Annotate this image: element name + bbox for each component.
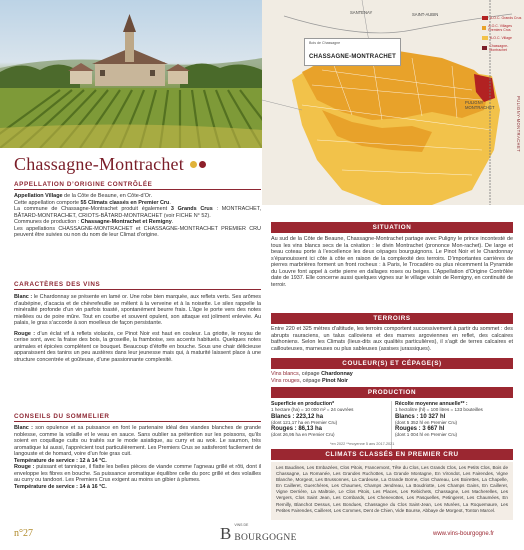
sommelier-text: Blanc : son opulence et sa puissance en font le partenaire idéal des viandes blanches de grande noblesse, comme la volaille et le veau en sauce. Sans oublier sa prétention sur les poissons, qu’ils soient en coquillage cuits ou traités sur le mode asiatique, au curry et au wok. Le saumon, très aromatique lui aussi, l’apprécient tout particulièrement. Les Premiers Crus se satisferont facilement de langouste et de homard, voire d’un foie gras cuit. Température de service : 12 à 14 °C. Rouge : puissant et tannique, il flatte les belles pièces de viande comme l’agneau grillé et rôti, dont il enveloppe les fibres en bouche. Sa puissance aromatique équilibre celle du porc grillé et des volailles au curry ou tandoori. Les Premiers Crus exigent au moins un gibier à plumes. Température de service : 14 à 16 °C. <box>14 425 261 490</box>
appellation-text: Appellation Village de la Côte de Beaune, en Côte-d’Or. Cette appellation comporte 55 Climats classés en Premier Cru. La commune de Chassagne-Montrachet produit également 3 Grands Crus : MONTRACHET, BÂTARD-MONTRACHET, CRIOTS-BÂTARD-MONTRACHET (voir FICHE N° 52). Communes de production : Chassagne-Montrachet et Remigny. Les appellations CHASSAGNE-MONTRACHET et CHASSAGNE-MONTRACHET PREMIER CRU peuvent être suivies ou non du nom de leur Climat d’origine. <box>14 193 261 238</box>
legend-item: A.O.C. Village <box>482 36 522 40</box>
caracteres-heading: CARACTÈRES DES VINS <box>14 280 261 290</box>
sommelier-heading: CONSEILS DU SOMMELIER <box>14 412 261 422</box>
map-title-box <box>304 38 401 66</box>
map-title: CHASSAGNE-MONTRACHET <box>309 54 396 60</box>
situation-text: Au sud de la Côte de Beaune, Chassagne-Montrachet partage avec Puligny le prince incontesté de tous les vins blancs secs de la création : le divin Montrachet (prononce Mon-rachet). De large et beau coteau porte à l’excellence les deux cépages bourguignons. Le Pinot Noir et le Chardonnay s’épanouissent ici côte à côte en raison de la complexité des terroirs. D’importantes carrières de pierres marbrières forment un front rocheux : à Paris, le Trocadéro ou plus récemment la Pyramide du Louvre font appel à cette pierre en dallages roses ou beiges. L’Appellation d’Origine Contrôlée date de 1937. Elle concerne aussi quelques vignes sur le village voisin de Remigny, en continuité de terroir. <box>271 236 513 288</box>
red-wine-icon <box>199 161 206 168</box>
legend-item: A.O.C. Villages Premiers Crus <box>482 24 522 32</box>
map-place-saint-aubin: SAINT-AUBIN <box>412 12 439 17</box>
wine-color-icons <box>190 161 206 168</box>
website-link[interactable]: www.vins-bourgogne.fr <box>433 531 495 537</box>
map-vertical-tag: PULIGNY-MONTRACHET <box>516 96 521 153</box>
logo-big-text: BOURGOGNE <box>234 533 297 543</box>
cepages-text: Vins blancs, cépage Chardonnay Vins rouges, cépage Pinot Noir <box>271 371 353 384</box>
page-title: Chassagne-Montrachet <box>14 154 184 174</box>
map-legend <box>482 16 522 56</box>
logo-small-text: VINS DE <box>234 523 249 527</box>
title-row <box>14 154 206 175</box>
map-place-montrachet: MONTRACHET <box>465 105 495 110</box>
caracteres-text: Blanc : le Chardonnay se présente en lamé or. Une robe bien marquée, aux reflets verts. Ses arômes d’aubépine, d’acacia et de chèvrefeuille se mêlent à la verveine et à la noisette. Le silex rappelle la minéralité profonde d’un vin parfois toasté, spontanément beurre frais. L’âge le porte vers des notes miellées ou de poire mûre. Tout en courbe et souvent opulent, son attaque est joliment enlevée. Au palais, le gras s’accorde à son moelleux de façon persistante. Rouge : d’un éclat vif à reflets violacés, ce Pinot Noir est haut en couleur. La griotte, le noyau de cerise sont, avec la fraise des bois, la groseille, la framboise, ses accents habituels. Quelques notes animales et épicées complètent ce bouquet. Beaucoup d’étoffe en bouche. Sous une chair délicieuse apparaissent des tanins un peu austères dans leur jeunesse mais qui, à maturité laissent place à une structure concentrée et goûteuse, d’une passionnante complexité. <box>14 294 261 363</box>
production-footnote: *en 2022 **moyenne 5 ans 2017-2021 <box>330 442 395 446</box>
production-heading: PRODUCTION <box>271 387 513 398</box>
white-wine-icon <box>190 161 197 168</box>
production-harvest: Récolte moyenne annuelle** : 1 hectolitre (hl) = 100 litres = 133 bouteilles Blancs : 10 327 hl (dont 5 352 hl en Premier Cru) Rouges : 3 667 hl (dont 1 004 hl en Premier Cru) <box>395 401 483 438</box>
vins-de-bourgogne-logo <box>220 523 297 545</box>
production-surface: Superficie en production* 1 hectare (ha) = 10 000 m² = 24 ouvrées Blancs : 223,12 ha (dont 121,17 ha en Premier Cru) Rouges : 86,13 ha (dont 26,95 ha en Premier Cru) <box>271 401 354 438</box>
map-place-puligny: PULIGNY <box>465 100 484 105</box>
cepages-heading: COULEUR(S) ET CÉPAGE(S) <box>271 358 513 369</box>
terroirs-text: Entre 220 et 325 mètres d’altitude, les terroirs comportent successivement à partir du sommet : des abrupts rauraciens, un talus calloviens et des marnes argoviennes en reflet, des calcaires bathoniens. Selon les Climats (lieux-dits aux qualités particulières), il s’agit de terres calcaires et caillouteuses, marneuses ou plus sableuses (assises jurassiques). <box>271 326 513 352</box>
climats-heading: CLIMATS CLASSÉS EN PREMIER CRU <box>271 449 513 460</box>
situation-heading: SITUATION <box>271 222 513 233</box>
terroirs-heading: TERROIRS <box>271 313 513 324</box>
legend-item: Chassagne-Montrachet <box>482 44 522 52</box>
map-place-santenay: SANTENAY <box>350 10 373 15</box>
vineyard-village-photo <box>0 0 262 148</box>
logo-letter: B <box>220 524 232 543</box>
appellation-heading: APPELLATION D’ORIGINE CONTRÔLÉE <box>14 180 261 190</box>
legend-item: A.O.C. Grands Crus <box>482 16 522 20</box>
appellation-map <box>262 0 524 205</box>
page-number: n°27 <box>14 528 33 539</box>
map-subtitle: Bois de Chassagne <box>309 41 341 45</box>
climats-list: Les Baudines, Les Embazées, Clos Pitois, Francemont, Tête du Clos, Les Grands Clos, Les Petits Clos, Bois de Chassagne, La Romanée, Les Grandes Ruchottes, La Grande Montagne, En Virondot, Les Fairendes, Vigne Blanche, Morgeot, Les Brussonnes, La Cardeuse, La Grande Borne, Clos Chareau, Les Boirettes, La Chapelle, En Cailleret, Guerchères, Les Chaumes, Champs Jendreau, La Boudriotte, Les Champs Gains, En Cailleret, Vigne Derrière, La Maltroie, Le Clos Pitois, Les Places, Les Rebichets, Chassagne, Les Macherelles, Les Vergers, Clos Saint Jean, Les Combards, Les Chenevottes, Les Pasquelles, Petingeret, Les Chaumées, En Remilly, Blanchot Dessus, Les Bondues, Chassagne du Clos Saint-Jean, Les Murées, La Roquemaure, Les Petites Fairendes, Cailleret, Les Commes, Dent de Chien, Vide Bourse, Abbaye de Morgeot, Tonton Marcel. <box>271 462 513 520</box>
